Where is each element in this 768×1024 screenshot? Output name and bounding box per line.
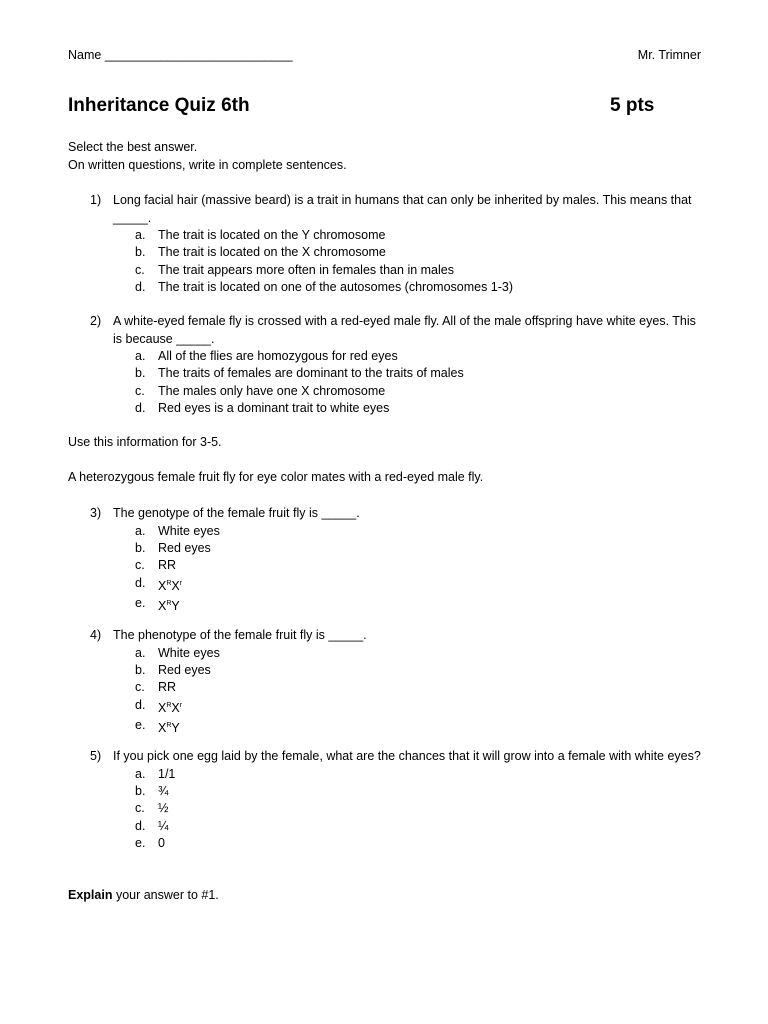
question-text: Long facial hair (massive beard) is a trait in humans that can only be inherited by males. This means that _____. (113, 193, 692, 225)
option-letter: d. (135, 697, 146, 712)
option-text: The trait is located on one of the autosomes (chromosomes 1-3) (158, 280, 514, 295)
instructions (68, 139, 347, 174)
question-2 (90, 313, 702, 418)
option-text: ½ (158, 801, 169, 816)
question-number: 5) (90, 749, 102, 763)
explain-prompt (68, 888, 219, 902)
answer-option[interactable] (135, 800, 702, 817)
answer-option[interactable] (135, 279, 702, 296)
answer-option[interactable] (135, 717, 702, 737)
option-text: Red eyes (158, 662, 211, 677)
answer-option[interactable] (135, 645, 702, 662)
option-text: The trait appears more often in females than in males (158, 262, 454, 277)
option-letter: a. (135, 228, 146, 242)
option-letter: d. (135, 818, 146, 833)
option-text: Red eyes (158, 540, 211, 555)
answer-option[interactable] (135, 400, 702, 417)
option-text: White eyes (158, 645, 220, 660)
option-letter: c. (135, 558, 145, 573)
question-5 (90, 748, 702, 853)
option-letter: e. (135, 836, 146, 851)
option-letter: c. (135, 680, 145, 695)
option-text: Red eyes is a dominant trait to white eyes (158, 401, 390, 416)
question-number: 3) (90, 506, 102, 520)
option-letter: d. (135, 575, 146, 590)
option-letter: c. (135, 801, 145, 816)
option-text: White eyes (158, 523, 220, 538)
question-text: A white-eyed female fly is crossed with a red-eyed male fly. All of the male offspring have white eyes. This is because _____. (113, 314, 696, 346)
answer-option[interactable] (135, 244, 702, 261)
question-number: 1) (90, 193, 102, 207)
question-number: 2) (90, 314, 102, 328)
option-letter: a. (135, 349, 146, 363)
option-text: ¾ (158, 783, 169, 798)
option-letter: b. (135, 662, 146, 677)
teacher-name: Mr. Trimner (637, 48, 701, 62)
option-text: All of the flies are homozygous for red eyes (158, 349, 398, 363)
option-letter: e. (135, 596, 146, 611)
question-text: The phenotype of the female fruit fly is _____. (113, 628, 367, 642)
question-1 (90, 192, 702, 297)
option-letter: d. (135, 401, 146, 416)
instruction-line: Select the best answer. (68, 140, 198, 154)
question-4 (90, 627, 702, 738)
answer-option[interactable] (135, 348, 702, 365)
genotype-text: $X^RY$ (158, 721, 180, 736)
answer-option[interactable] (135, 595, 702, 615)
answer-option[interactable] (135, 365, 702, 382)
option-text: The males only have one X chromosome (158, 383, 386, 398)
option-letter: c. (135, 262, 145, 277)
answer-option[interactable] (135, 383, 702, 400)
quiz-title: Inheritance Quiz 6th (68, 95, 250, 116)
question-3 (90, 505, 702, 616)
genotype-text: $X^RX^r$ (158, 578, 183, 593)
option-text: 0 (158, 836, 165, 851)
option-letter: a. (135, 766, 146, 781)
option-text: RR (158, 558, 177, 573)
option-letter: c. (135, 383, 145, 398)
option-text: The traits of females are dominant to the traits of males (158, 366, 464, 381)
option-letter: b. (135, 783, 146, 798)
answer-option[interactable] (135, 766, 702, 783)
question-number: 4) (90, 628, 102, 642)
points-label: 5 pts (610, 95, 655, 116)
answer-option[interactable] (135, 557, 702, 574)
option-text: The trait is located on the Y chromosome (158, 228, 386, 242)
option-letter: b. (135, 540, 146, 555)
option-letter: b. (135, 366, 146, 381)
option-text: ¼ (158, 818, 169, 833)
question-text: If you pick one egg laid by the female, what are the chances that it will grow into a female with white eyes? (113, 749, 701, 763)
answer-option[interactable] (135, 697, 702, 717)
question-text: The genotype of the female fruit fly is _____. (113, 506, 360, 520)
option-letter: a. (135, 645, 146, 660)
genotype-text: $X^RX^r$ (158, 700, 183, 715)
answer-option[interactable] (135, 575, 702, 595)
option-text: The trait is located on the X chromosome (158, 245, 386, 260)
explain-bold: Explain (68, 888, 113, 902)
answer-option[interactable] (135, 679, 702, 696)
option-text: RR (158, 680, 177, 695)
answer-option[interactable] (135, 523, 702, 540)
name-field-label: Name ___________________________ (68, 48, 293, 62)
answer-option[interactable] (135, 662, 702, 679)
option-text: 1/1 (158, 766, 176, 781)
answer-option[interactable] (135, 227, 702, 244)
answer-option[interactable] (135, 835, 702, 852)
scenario-text: A heterozygous female fruit fly for eye color mates with a red-eyed male fly. (68, 470, 484, 484)
answer-option[interactable] (135, 262, 702, 279)
answer-option[interactable] (135, 818, 702, 835)
option-letter: a. (135, 523, 146, 538)
answer-option[interactable] (135, 783, 702, 800)
answer-option[interactable] (135, 540, 702, 557)
option-letter: e. (135, 718, 146, 733)
use-info-note: Use this information for 3-5. (68, 435, 222, 449)
option-letter: d. (135, 280, 146, 295)
genotype-text: $X^RY$ (158, 599, 180, 614)
instruction-line: On written questions, write in complete sentences. (68, 157, 347, 172)
explain-rest: your answer to #1. (112, 888, 219, 902)
option-letter: b. (135, 245, 146, 260)
